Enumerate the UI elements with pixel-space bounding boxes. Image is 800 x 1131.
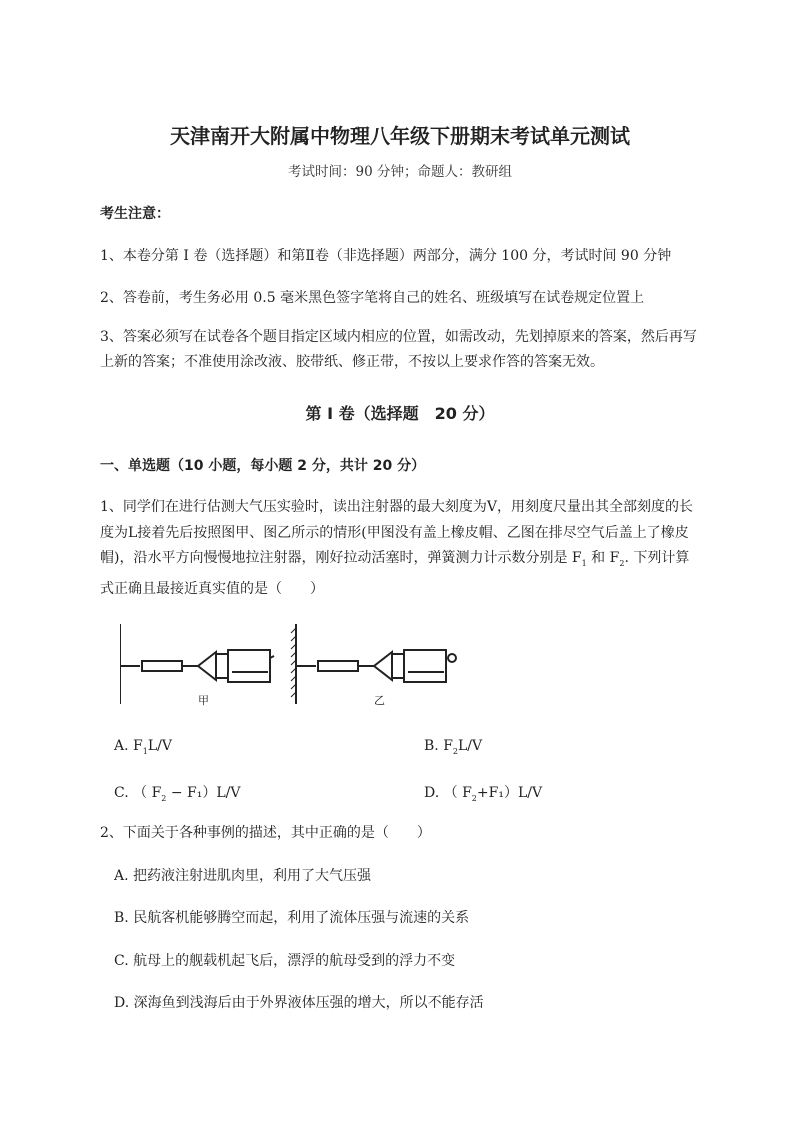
notice-item: 1、本卷分第 I 卷（选择题）和第Ⅱ卷（非选择题）两部分，满分 100 分，考试时间 90 分钟 [100,248,672,264]
part-heading: 一、单选题（10 小题，每小题 2 分，共计 20 分） [100,458,426,474]
option-label: C. （ F [114,785,162,801]
subscript: 1 [142,746,148,756]
option-d[interactable]: D. 深海鱼到浅海后由于外界液体压强的增大，所以不能存活 [114,995,484,1011]
option-text: − F₁）L/V [166,785,241,801]
subscript: 2 [471,793,477,803]
option-a[interactable]: A. 把药液注射进肌肉里，利用了大气压强 [114,868,372,884]
stem-text: 1、同学们在进行估测大气压实验时，读出注射器的最大刻度为V，用刻度尺量出其全部刻度的长度为L接着先后按照图甲、图乙所示的情形(甲图没有盖上橡皮帽、乙图在排尽空气后盖上了橡皮帽)，沿水平方向慢慢地拉注射器，刚好拉动活塞时，弹簧测力计示数分别是 F [100,499,694,567]
option-label: A. F [114,738,143,754]
option-d[interactable] [424,782,542,803]
option-b[interactable]: B. 民航客机能够腾空而起，利用了流体压强与流速的关系 [114,910,470,926]
notice-item: 2、答卷前，考生务必用 0.5 毫米黑色签字笔将自己的姓名、班级填写在试卷规定位置上 [100,290,645,306]
apparatus-jia [120,650,274,682]
figure-label-yi: 乙 [374,694,385,707]
syringe-figure [120,618,480,714]
option-c[interactable]: C. 航母上的舰载机起飞后，漂浮的航母受到的浮力不变 [114,953,456,969]
option-text: L/V [147,738,172,754]
question-2-stem: 2、下面关于各种事例的描述，其中正确的是（ ） [100,825,431,841]
syringe-diagram [120,618,480,710]
notice-heading: 考生注意： [100,206,170,222]
option-a[interactable] [114,738,172,756]
subscript: 2 [619,559,625,569]
figure-label-jia: 甲 [198,694,209,707]
page-title: 天津南开大附属中物理八年级下册期末考试单元测试 [170,124,630,148]
option-c[interactable] [114,782,240,803]
stem-text: 和 F [591,550,620,567]
section-title: 第 I 卷（选择题 20 分） [305,404,495,423]
option-text: L/V [458,738,483,754]
question-1-stem [100,495,700,603]
option-b[interactable] [424,738,482,756]
apparatus-yi [296,650,456,682]
notice-item: 3、答案必须写在试卷各个题目指定区域内相应的位置，如需改动，先划掉原来的答案，然后再写上新的答案；不准使用涂改液、胶带纸、修正带，不按以上要求作答的答案无效。 [100,329,697,370]
subscript: 2 [161,793,167,803]
option-label: B. F [424,738,453,754]
subscript: 2 [452,746,458,756]
option-label: D. （ F [424,785,472,801]
exam-info: 考试时间：90 分钟；命题人：教研组 [288,164,512,180]
stem-text: . 下列计算式正确且最接近真实值的是（ ） [100,550,690,597]
option-text: +F₁）L/V [476,785,543,801]
subscript: 1 [581,559,587,569]
